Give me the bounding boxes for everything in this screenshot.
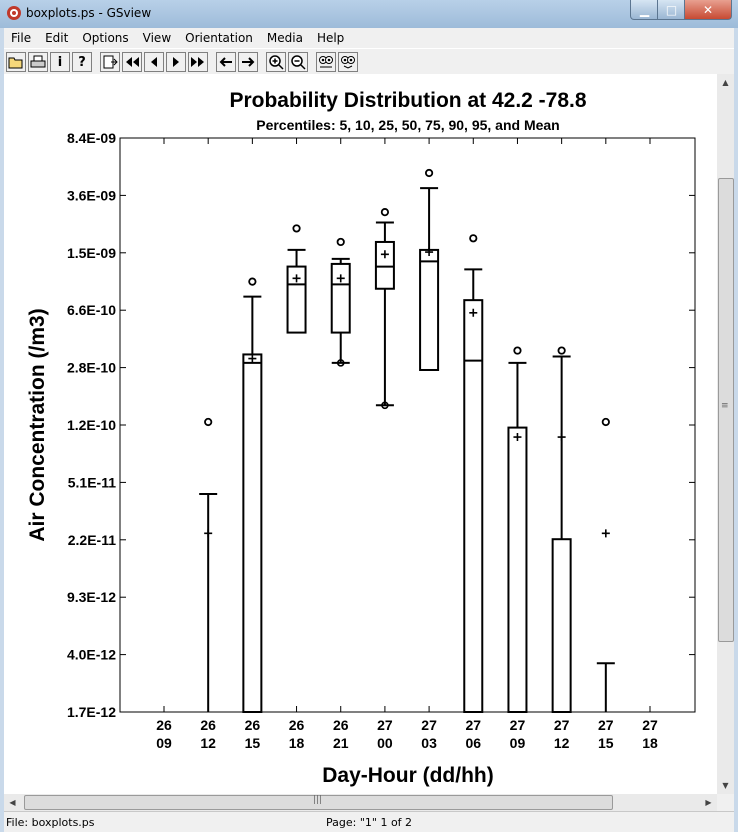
- status-page: Page: "1" 1 of 2: [326, 816, 413, 829]
- mean-marker: [558, 433, 566, 441]
- previous-page-icon: [148, 56, 160, 68]
- x-tick-label-hour: 06: [465, 735, 482, 751]
- x-tick-label-hour: 18: [642, 735, 658, 751]
- chart-title: Probability Distribution at 42.2 -78.8: [229, 89, 587, 112]
- y-tick-label: 8.4E-09: [66, 130, 116, 146]
- menu-file[interactable]: File: [11, 31, 32, 45]
- box: [420, 250, 438, 370]
- print-button[interactable]: [28, 52, 48, 72]
- box: [332, 264, 350, 333]
- box: [243, 354, 261, 712]
- y-tick-label: 5.1E-11: [67, 474, 116, 491]
- help-icon: ?: [78, 54, 86, 70]
- x-tick-label-hour: 09: [156, 735, 172, 751]
- first-page-icon: [124, 56, 140, 68]
- x-tick-label-hour: 09: [509, 735, 526, 751]
- open-icon: [8, 55, 24, 69]
- p95-marker: [514, 347, 520, 353]
- next-page-icon: [170, 56, 182, 68]
- x-tick-label-hour: 15: [598, 735, 614, 751]
- y-tick-label: 1.7E-12: [66, 704, 116, 720]
- find-icon: [318, 54, 334, 70]
- horizontal-scroll-thumb[interactable]: [24, 795, 613, 810]
- horizontal-scrollbar[interactable]: [4, 794, 717, 811]
- forward-icon: [240, 56, 256, 68]
- info-button[interactable]: [50, 52, 70, 72]
- x-tick-label-hour: 03: [421, 735, 437, 751]
- y-tick-label: 9.3E-12: [66, 589, 116, 606]
- title-bar[interactable]: [0, 0, 738, 28]
- previous-page-button[interactable]: [144, 52, 164, 72]
- x-tick-label-day: 27: [598, 717, 614, 733]
- y-tick-label: 6.6E-10: [66, 302, 116, 319]
- vertical-scroll-thumb[interactable]: [718, 178, 734, 642]
- open-button[interactable]: [6, 52, 26, 72]
- back-icon: [218, 56, 234, 68]
- status-file: File: boxplots.ps: [6, 816, 95, 829]
- scroll-up-icon[interactable]: ▲: [722, 78, 729, 87]
- x-tick-label-day: 27: [642, 717, 658, 733]
- scroll-right-icon[interactable]: ▶: [705, 798, 712, 807]
- x-axis-label: Day-Hour (dd/hh): [322, 764, 494, 787]
- y-tick-label: 2.2E-11: [67, 531, 116, 548]
- toolbar: [4, 48, 734, 75]
- mean-marker: [602, 529, 610, 537]
- box: [508, 428, 526, 712]
- go-to-page-icon: [102, 55, 118, 69]
- hscroll-grip: |||: [313, 795, 323, 805]
- zoom-in-icon: [268, 54, 284, 70]
- go-to-page-button[interactable]: [100, 52, 120, 72]
- y-tick-label: 3.6E-09: [66, 187, 116, 204]
- p95-marker: [293, 225, 299, 231]
- y-axis-label: Air Concentration (/m3): [26, 308, 49, 542]
- gsview-app-icon: [6, 5, 22, 21]
- back-button[interactable]: [216, 52, 236, 72]
- window-title: boxplots.ps - GSview: [26, 6, 152, 20]
- scroll-left-icon[interactable]: ◀: [9, 798, 16, 807]
- p95-marker: [426, 170, 432, 176]
- x-tick-label-hour: 12: [200, 735, 216, 751]
- p95-marker: [558, 347, 564, 353]
- vscroll-grip: ≡: [721, 401, 729, 411]
- status-bar: [4, 811, 734, 832]
- x-tick-label-day: 26: [244, 717, 261, 733]
- p95-marker: [338, 239, 344, 245]
- close-button[interactable]: ✕: [684, 0, 732, 20]
- last-page-icon: [190, 56, 206, 68]
- find-next-icon: [340, 54, 356, 70]
- scroll-down-icon[interactable]: ▼: [722, 781, 729, 790]
- boxplot-chart: [4, 74, 717, 794]
- x-tick-label-hour: 12: [553, 735, 570, 751]
- x-tick-label-day: 27: [465, 717, 482, 733]
- x-tick-label-day: 26: [288, 717, 305, 733]
- x-tick-label-hour: 21: [332, 735, 349, 751]
- y-tick-label: 1.5E-09: [66, 244, 116, 261]
- chart-subtitle: Percentiles: 5, 10, 25, 50, 75, 90, 95, and Mean: [256, 117, 560, 133]
- menu-options[interactable]: Options: [82, 31, 129, 45]
- p95-marker: [205, 419, 211, 425]
- box: [376, 242, 394, 289]
- menu-orientation[interactable]: Orientation: [185, 31, 253, 45]
- p95-marker: [603, 419, 609, 425]
- box: [553, 539, 571, 712]
- box: [464, 300, 482, 712]
- p95-marker: [470, 235, 476, 241]
- find-button[interactable]: [316, 52, 336, 72]
- y-tick-label: 4.0E-12: [66, 646, 116, 663]
- minimize-button[interactable]: ▁: [630, 0, 659, 20]
- last-page-button[interactable]: [188, 52, 208, 72]
- x-tick-label-hour: 18: [288, 735, 305, 751]
- menu-edit[interactable]: Edit: [45, 31, 69, 45]
- menu-media[interactable]: Media: [266, 31, 303, 45]
- menu-help[interactable]: Help: [316, 31, 345, 45]
- info-icon: i: [57, 54, 63, 70]
- find-next-button[interactable]: [338, 52, 358, 72]
- first-page-button[interactable]: [122, 52, 142, 72]
- p95-marker: [382, 209, 388, 215]
- scrollbar-corner: [717, 794, 734, 811]
- document-view[interactable]: [4, 74, 717, 794]
- zoom-out-button[interactable]: [288, 52, 308, 72]
- x-tick-label-day: 27: [553, 717, 570, 733]
- print-icon: [30, 55, 46, 69]
- x-tick-label-day: 26: [156, 717, 172, 733]
- x-tick-label-day: 27: [421, 717, 437, 733]
- menu-bar: [4, 28, 734, 48]
- x-tick-label-day: 26: [200, 717, 216, 733]
- x-tick-label-day: 27: [509, 717, 526, 733]
- zoom-in-button[interactable]: [266, 52, 286, 72]
- y-tick-label: 2.8E-10: [66, 359, 116, 376]
- menu-view[interactable]: View: [142, 31, 172, 45]
- y-tick-label: 1.2E-10: [66, 417, 116, 433]
- vertical-scrollbar[interactable]: [717, 74, 734, 794]
- x-tick-label-day: 26: [332, 717, 349, 733]
- x-tick-label-hour: 00: [377, 735, 393, 751]
- help-button[interactable]: [72, 52, 92, 72]
- x-tick-label-day: 27: [377, 717, 393, 733]
- next-page-button[interactable]: [166, 52, 186, 72]
- p95-marker: [249, 278, 255, 284]
- x-tick-label-hour: 15: [244, 735, 261, 751]
- maximize-button[interactable]: □: [657, 0, 686, 20]
- mean-marker: [204, 529, 212, 537]
- forward-button[interactable]: [238, 52, 258, 72]
- zoom-out-icon: [290, 54, 306, 70]
